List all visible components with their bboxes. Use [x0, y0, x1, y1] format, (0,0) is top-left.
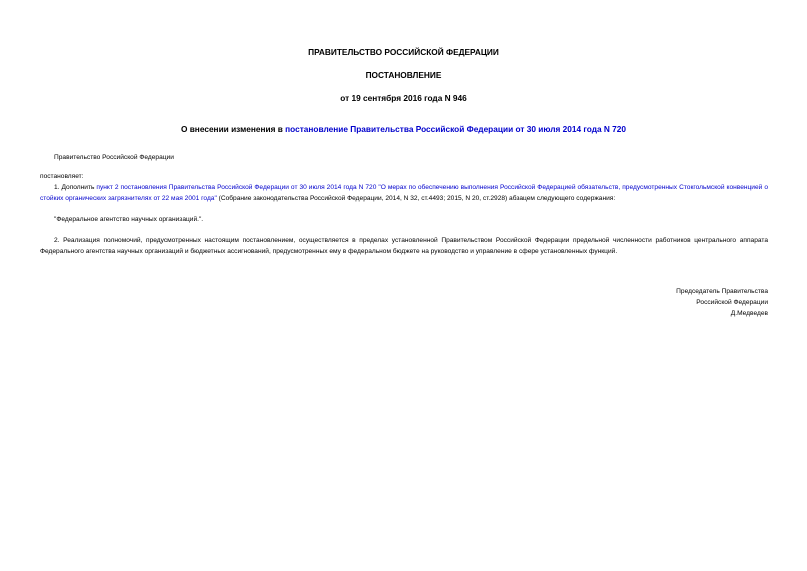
paragraph-item-2: 2. Реализация полномочий, предусмотренных настоящим постановлением, осуществляется в пределах установленной Правительством Российской Федерации предельной численности работников центрального аппарата Федерального агентства научных организаций и бюджетных ассигнований, предусмотренных ему в федеральном бюджете на руководство и управление в сфере установленных функций. — [40, 237, 768, 255]
signature-name: Д.Медведев — [730, 310, 768, 317]
quoted-addition: "Федеральное агентство научных организаций.". — [54, 216, 204, 223]
signature-block — [560, 286, 768, 319]
signature-country: Российской Федерации — [696, 299, 768, 306]
item1-link[interactable]: пункт 2 постановления Правительства Российской Федерации от 30 июля 2014 года N 720 "О мерах по обеспечению выполнения Российской Федерацией обязательств, предусмотренных Стокгольмской конвенцией о стойких органических загрязнителях от 22 мая 2001 года" — [40, 184, 768, 202]
document-title — [0, 124, 807, 134]
document-date-number: от 19 сентября 2016 года N 946 — [340, 93, 467, 103]
intro-text: Правительство Российской Федерации — [54, 154, 174, 161]
signature-position: Председатель Правительства — [676, 288, 768, 295]
item1-rest: (Собрание законодательства Российской Федерации, 2014, N 32, ст.4493; 2015, N 20, ст.2928) абзацем следующего содержания: — [216, 195, 616, 202]
document-type-heading: ПОСТАНОВЛЕНИЕ — [365, 70, 442, 80]
paragraph-item-1 — [40, 182, 768, 204]
title-link[interactable]: постановление Правительства Российской Федерации от 30 июля 2014 года N 720 — [285, 124, 627, 134]
item1-number: 1. Дополнить — [54, 184, 97, 191]
government-heading: ПРАВИТЕЛЬСТВО РОССИЙСКОЙ ФЕДЕРАЦИИ — [308, 47, 499, 57]
title-prefix: О внесении изменения в — [180, 124, 286, 134]
decides-text: постановляет: — [40, 173, 84, 180]
